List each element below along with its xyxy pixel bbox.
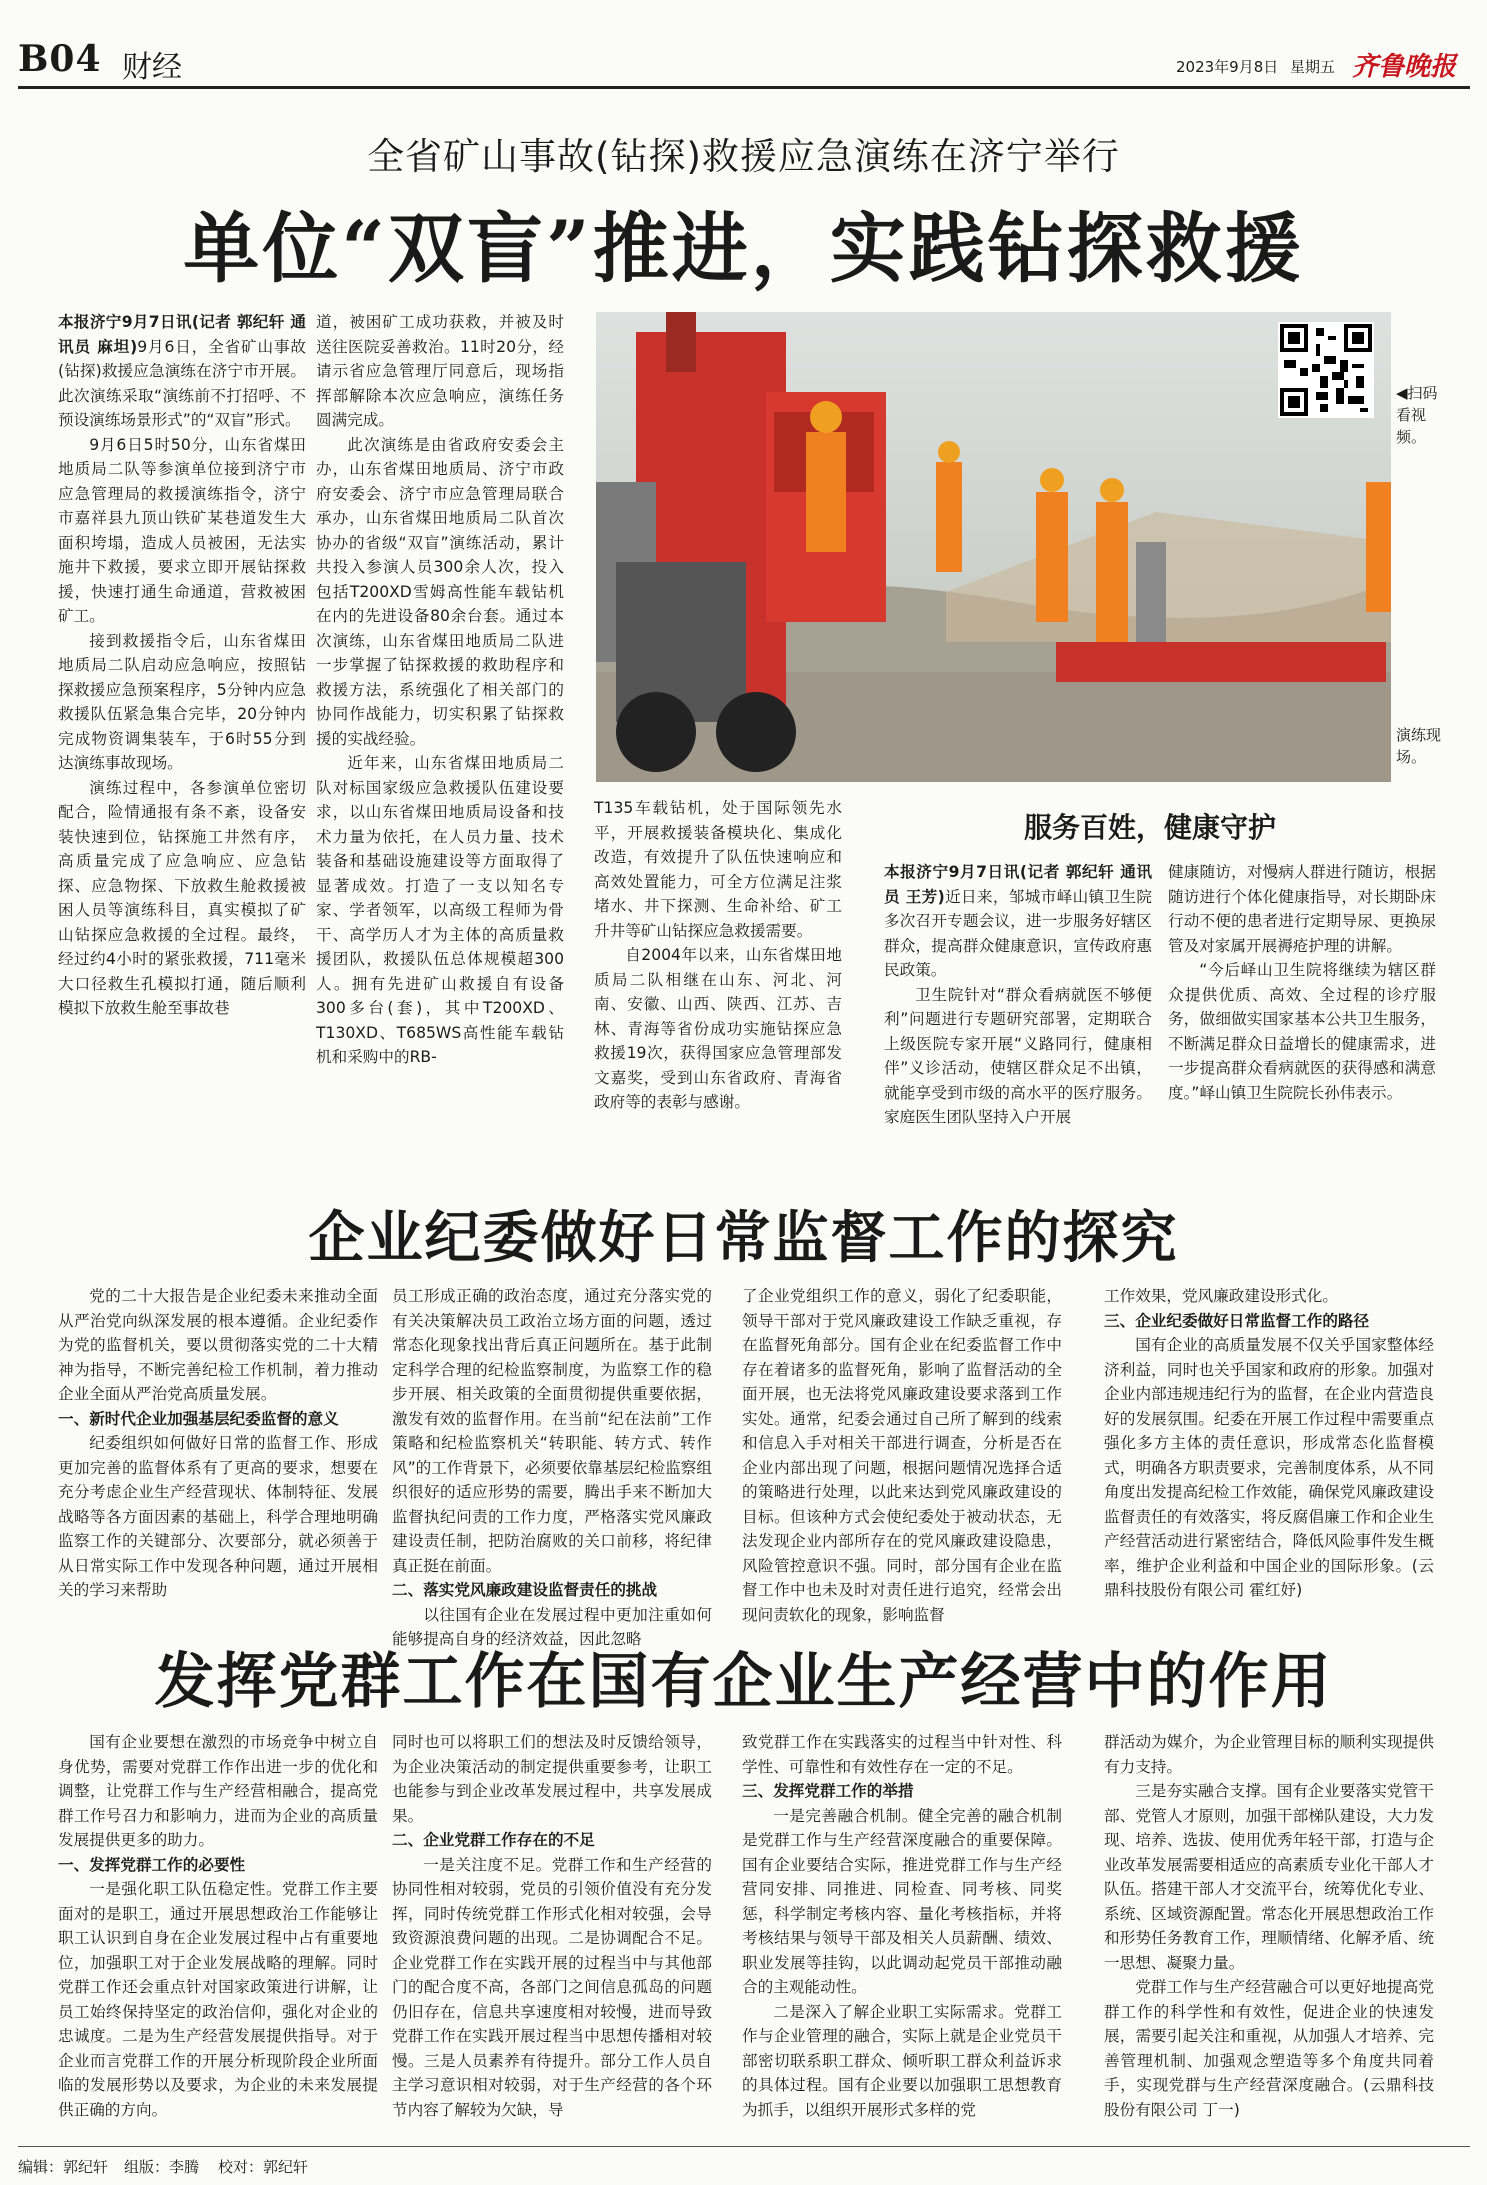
- article4-subhead: 一、发挥党群工作的必要性: [58, 1855, 246, 1874]
- article1-paragraph: 此次演练是由省政府安委会主办，山东省煤田地质局、济宁市政府安委会、济宁市应急管理局联合承办，山东省煤田地质局二队首次协办的省级“双盲”演练活动，累计共投入参演人员300余人次，投入包括T200XD雪姆高性能车载钻机在内的先进设备80余台套。通过本次演练，山东省煤田地质局二队进一步掌握了钻探救援的救助程序和救援方法，系统强化了相关部门的协同作战能力，切实积累了钻探救援的实战经验。: [316, 435, 564, 748]
- article2-column-2: [1168, 860, 1436, 1170]
- article1-paragraph: 9月6日5时50分，山东省煤田地质局二队等参演单位接到济宁市应急管理局的救援演练指令，济宁市嘉祥县九顶山铁矿某巷道发生大面积垮塌，造成人员被困，无法实施井下救援，要求立即开展钻探救援，快速打通生命通道，营救被困矿工。: [58, 435, 306, 625]
- article2-paragraph: 近日来，邹城市峄山镇卫生院多次召开专题会议，进一步服务好辖区群众，提高群众健康意识，宣传政府惠民政策。: [884, 887, 1152, 979]
- article3-paragraph: 了企业党组织工作的意义，弱化了纪委职能，领导干部对于党风廉政建设工作缺乏重视，存在监督死角部分。国有企业在纪委监督工作中存在着诸多的监督死角，影响了监督活动的全面开展，也无法将党风廉政建设要求落到工作实处。通常，纪委会通过自己所了解到的线索和信息入手对相关干部进行调查，分析是否在企业内部出现了问题，根据问题情况选择合适的策略进行处理，以此来达到党风廉政建设的目标。但该种方式会使纪委处于被动状态，无法发现企业内部所存在的党风廉政建设隐患，风险管控意识不强。同时，部分国有企业在监督工作中也未及时对责任进行追究，经常会出现问责软化的现象，影响监督: [742, 1287, 1062, 1624]
- article1-paragraph: 接到救援指令后，山东省煤田地质局二队启动应急响应，按照钻探救援应急预案程序，5分钟内应急救援队伍紧急集合完毕，20分钟内完成物资调集装车，于6时55分到达演练事故现场。: [58, 631, 306, 772]
- article3-column-4: [1104, 1284, 1434, 1624]
- article2-headline: 服务百姓，健康守护: [1024, 811, 1277, 844]
- article4-paragraph: 国有企业要想在激烈的市场竞争中树立自身优势，需要对党群工作作出进一步的优化和调整，让党群工作与生产经营相融合，提高党群工作号召力和影响力，进而为企业的高质量发展提供更多的助力。: [58, 1733, 378, 1849]
- newspaper-logo: 齐鲁晚报: [1352, 52, 1457, 82]
- photo-caption: 演练现场。: [1396, 726, 1442, 766]
- article2-dateline: 本报济宁9月7日讯(记者 郭纪轩 通讯员 王芳): [884, 863, 1152, 906]
- article2-column-1: [884, 860, 1152, 1170]
- article3-paragraph: 工作效果，党风廉政建设形式化。: [1104, 1287, 1338, 1305]
- article2-paragraph: “今后峄山卫生院将继续为辖区群众提供优质、高效、全过程的诊疗服务，做细做实国家基本公共卫生服务，不断满足群众日益增长的健康需求，进一步提高群众看病就医的获得感和满意度。”峄山镇卫生院院长孙伟表示。: [1168, 961, 1436, 1102]
- article1-dateline: 本报济宁9月7日讯(记者 郭纪轩 通讯员 麻坦): [58, 313, 306, 356]
- qr-code-icon: [1280, 324, 1372, 416]
- article2-paragraph: 健康随访，对慢病人群进行随访，根据随访进行个体化健康指导，对长期卧床行动不便的患者进行定期导尿、更换尿管及对家属开展褥疮护理的讲解。: [1168, 863, 1436, 955]
- article4-column-1: [58, 1730, 378, 2136]
- article1-paragraph: 近年来，山东省煤田地质局二队对标国家级应急救援队伍建设要求，以山东省煤田地质局设备和技术力量为依托，在人员力量、技术装备和基础设施建设等方面取得了显著成效。打造了一支以知名专家、学者领军，以高级工程师为骨干、高学历人才为主体的高质量救援团队，救援队伍总体规模超300人。拥有先进矿山救援自有设备300多台(套)，其中T200XD、T130XD、T685WS高性能车载钻机和采购中的RB-: [316, 754, 564, 1066]
- article2-paragraph: 卫生院针对“群众看病就医不够便利”问题进行专题研究部署，定期联合上级医院专家开展“义路同行，健康相伴”义诊活动，使辖区群众足不出镇，就能享受到市级的高水平的医疗服务。家庭医生团队坚持入户开展: [884, 985, 1152, 1126]
- page-code: B04: [18, 38, 102, 80]
- article4-paragraph: 一是关注度不足。党群工作和生产经营的协同性相对较弱，党员的引领价值没有充分发挥，同时传统党群工作形式化相对较强，会导致资源浪费问题的出现。二是协调配合不足。企业党群工作在实践开展的过程当中与其他部门的配合度不高，各部门之间信息孤岛的问题仍旧存在，信息共享速度相对较慢，进而导致党群工作在实践开展过程当中思想传播相对较慢。三是人员素养有待提升。部分工作人员自主学习意识相对较弱，对于生产经营的各个环节内容了解较为欠缺，导: [392, 1855, 712, 2119]
- footer-layout: 组版：李腾: [124, 2158, 200, 2176]
- masthead-rule: [18, 86, 1470, 89]
- drill-rig-illustration: [596, 312, 1391, 782]
- article1-paragraph: T135车载钻机，处于国际领先水平，开展救援装备模块化、集成化改造，有效提升了队伍快速响应和高效处置能力，可全方位满足注浆堵水、井下探测、生命补给、矿工升井等矿山钻探应急救援需要。: [594, 799, 842, 940]
- issue-weekday: 星期五: [1290, 58, 1336, 76]
- article1-paragraph: 道，被困矿工成功获救，并被及时送往医院妥善救治。11时20分，经请示省应急管理厅同意后，现场指挥部解除本次应急响应，演练任务圆满完成。: [316, 313, 564, 429]
- article1-column-3: [594, 796, 842, 1168]
- footer-proof: 校对：郭纪轩: [218, 2158, 309, 2176]
- section-name: 财经: [122, 50, 182, 85]
- article4-paragraph: 一是完善融合机制。健全完善的融合机制是党群工作与生产经营深度融合的重要保障。国有企业要结合实际，推进党群工作与生产经营同安排、同推进、同检查、同考核、同奖惩，科学制定考核内容、量化考核指标，并将考核结果与领导干部及相关人员薪酬、绩效、职业发展等挂钩，以此调动起党员干部推动融合的主观能动性。: [742, 1806, 1062, 1996]
- article4-headline: 发挥党群工作在国有企业生产经营中的作用: [154, 1647, 1333, 1717]
- article4-paragraph: 一是强化职工队伍稳定性。党群工作主要面对的是职工，通过开展思想政治工作能够让职工认识到自身在企业发展过程中占有重要地位，加强职工对于企业发展战略的理解。同时党群工作还会重点针对国家政策进行讲解，让员工始终保持坚定的政治信仰，强化对企业的忠诚度。二是为生产经营发展提供指导。对于企业而言党群工作的开展分析现阶段企业所面临的发展形势以及要求，为企业的未来发展提供正确的方向。: [58, 1880, 378, 2119]
- article1-paragraph: 演练过程中，各参演单位密切配合，险情通报有条不紊，设备安装快速到位，钻探施工井然有序，高质量完成了应急响应、应急钻探、应急物探、下放救生舱救援被困人员等演练科目，真实模拟了矿山钻探应急救援的全过程。最终，经过约4小时的紧张救援，711毫米大口径救生孔模拟打通，随后顺利模拟下放救生舱至事故巷: [58, 778, 306, 1017]
- article3-subhead: 二、落实党风廉政建设监督责任的挑战: [392, 1581, 658, 1599]
- issue-date: 2023年9月8日: [1176, 58, 1279, 76]
- article4-subhead: 二、企业党群工作存在的不足: [392, 1831, 595, 1849]
- article3-column-1: [58, 1284, 378, 1624]
- article3-paragraph: 纪委组织如何做好日常的监督工作、形成更加完善的监督体系有了更高的要求，想要在充分考虑企业生产经营现状、体制特征、发展战略等各方面因素的基础上，科学合理地明确监察工作的关键部分、次要部分，就必须善于从日常实际工作中发现各种问题，通过开展相关的学习来帮助: [58, 1434, 378, 1599]
- article3-column-2: [392, 1284, 712, 1648]
- article4-column-2: [392, 1730, 712, 2136]
- article4-paragraph: 党群工作与生产经营融合可以更好地提高党群工作的科学性和有效性，促进企业的快速发展，需要引起关注和重视，从加强人才培养、完善管理机制、加强观念塑造等多个角度共同着手，实现党群与生产经营深度融合。(云鼎科技股份有限公司 丁一): [1104, 1978, 1434, 2119]
- drill-rig-photo: [596, 312, 1391, 782]
- article4-paragraph: 二是深入了解企业职工实际需求。党群工作与企业管理的融合，实际上就是企业党员干部密切联系职工群众、倾听职工群众利益诉求的具体过程。国有企业要以加强职工思想教育为抓手，以组织开展形式多样的党: [742, 2002, 1062, 2119]
- article3-subhead: 一、新时代企业加强基层纪委监督的意义: [58, 1409, 339, 1428]
- article4-column-4: [1104, 1730, 1434, 2136]
- article3-paragraph: 国有企业的高质量发展不仅关乎国家整体经济利益，同时也关乎国家和政府的形象。加强对企业内部违规违纪行为的监督，在企业内营造良好的发展氛围。纪委在开展工作过程中需要重点强化多方主体的责任意识，形成常态化监督模式，明确各方职责要求，完善制度体系，从不同角度出发提高纪检工作效能，确保党风廉政建设监督责任的有效落实，将反腐倡廉工作和企业生产经营活动进行紧密结合，降低风险事件发生概率，维护企业利益和中国企业的国际形象。(云鼎科技股份有限公司 霍红妤): [1104, 1336, 1434, 1599]
- qr-caption: ◀扫码看视频。: [1396, 384, 1438, 446]
- article1-kicker: 全省矿山事故(钻探)救援应急演练在济宁举行: [367, 135, 1120, 178]
- article3-paragraph: 员工形成正确的政治态度，通过充分落实党的有关决策解决员工政治立场方面的问题，透过常态化现象找出背后真正问题所在。基于此制定科学合理的纪检监察制度，为监察工作的稳步开展、相关政策的全面贯彻提供重要依据，激发有效的监督作用。在当前“纪在法前”工作策略和纪检监察机关“转职能、转方式、转作风”的工作背景下，必须要依靠基层纪检监察组织很好的适应形势的需要，腾出手来不断加大监督执纪问责的工作力度，严格落实党风廉政建设责任制，把防治腐败的关口前移，将纪律真正挺在前面。: [392, 1287, 712, 1575]
- article1-column-2: [316, 310, 564, 1170]
- article4-subhead: 三、发挥党群工作的举措: [742, 1782, 914, 1800]
- article3-paragraph: 以往国有企业在发展过程中更加注重如何能够提高自身的经济效益，因此忽略: [392, 1605, 712, 1648]
- article1-headline: 单位“双盲”推进，实践钻探救援: [183, 204, 1304, 293]
- article4-paragraph: 致党群工作在实践落实的过程当中针对性、科学性、可靠性和有效性存在一定的不足。: [742, 1733, 1062, 1776]
- footer-rule: [18, 2146, 1470, 2147]
- article4-paragraph: 群活动为媒介，为企业管理目标的顺利实现提供有力支持。: [1104, 1733, 1434, 1776]
- article3-subhead: 三、企业纪委做好日常监督工作的路径: [1104, 1311, 1370, 1330]
- article1-column-1: [58, 310, 306, 1170]
- article4-paragraph: 三是夯实融合支撑。国有企业要落实党管干部、党管人才原则，加强干部梯队建设，大力发现、培养、选拔、使用优秀年轻干部，打造与企业改革发展需要相适应的高素质专业化干部人才队伍。搭建干部人才交流平台，统筹优化专业、系统、区域资源配置。常态化开展思想政治工作和形势任务教育工作，理顺情绪、化解矛盾、统一思想、凝聚力量。: [1104, 1782, 1434, 1972]
- article4-column-3: [742, 1730, 1062, 2136]
- article3-headline: 企业纪委做好日常监督工作的探究: [308, 1205, 1179, 1271]
- article4-paragraph: 同时也可以将职工们的想法及时反馈给领导，为企业决策活动的制定提供重要参考，让职工也能参与到企业改革发展过程中，共享发展成果。: [392, 1733, 712, 1825]
- article3-paragraph: 党的二十大报告是企业纪委未来推动全面从严治党向纵深发展的根本遵循。企业纪委作为党的监督机关，要以贯彻落实党的二十大精神为指导，不断完善纪检工作机制，着力推动企业全面从严治党高质量发展。: [58, 1287, 378, 1403]
- qr-code: [1278, 322, 1374, 418]
- article1-paragraph: 自2004年以来，山东省煤田地质局二队相继在山东、河北、河南、安徽、山西、陕西、江苏、吉林、青海等省份成功实施钻探应急救援19次，获得国家应急管理部发文嘉奖，受到山东省政府、青海省政府等的表彰与感谢。: [594, 946, 842, 1111]
- footer-editor: 编辑：郭纪轩: [18, 2158, 109, 2176]
- article1-paragraph: 9月6日，全省矿山事故(钻探)救援应急演练在济宁市开展。此次演练采取“演练前不打招呼、不预设演练场景形式”的“双盲”形式。: [58, 337, 307, 429]
- article3-column-3: [742, 1284, 1062, 1624]
